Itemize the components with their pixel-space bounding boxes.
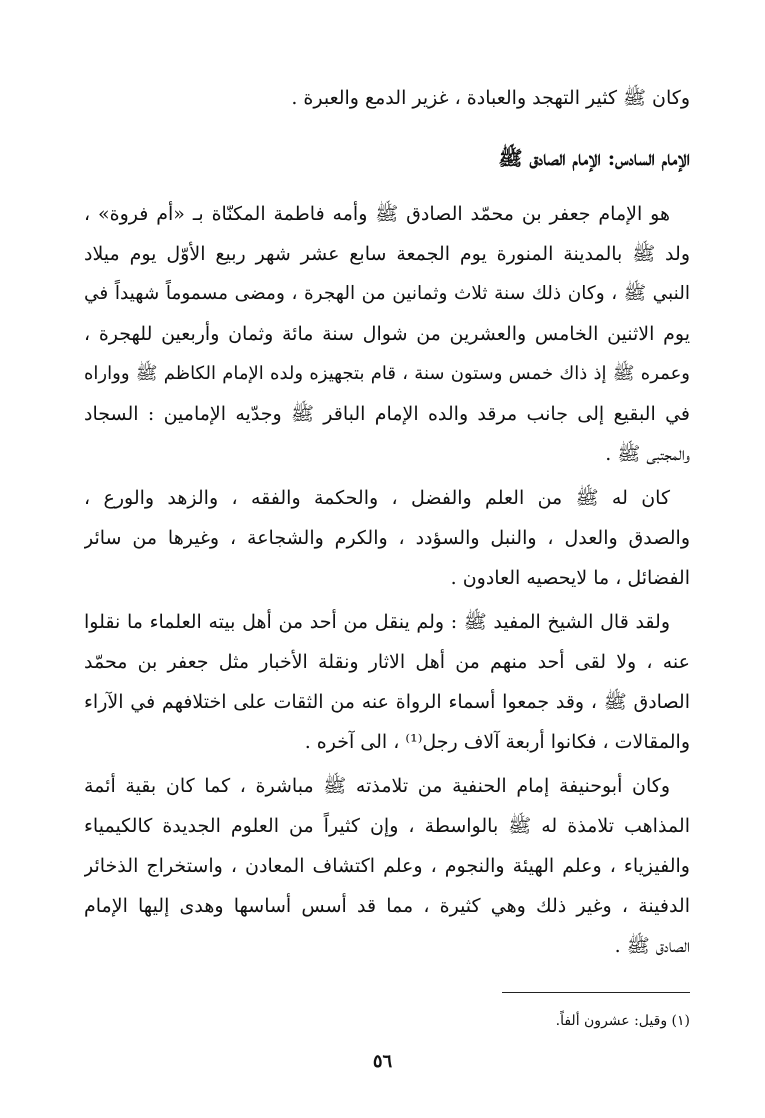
text-line: وكان ﷺ كثير التهجد والعبادة ، غزير الدمع والعبرة . bbox=[291, 87, 690, 109]
section-heading: الإمام السادس: الإمام الصادق ﷺ bbox=[498, 146, 690, 170]
text-line: ولقد قال الشيخ المفيد ﷺ : ولم ينقل من أحد من أهل بيته العلماء ما نقلوا bbox=[84, 611, 670, 633]
text-line: وكان أبوحنيفة إمام الحنفية من تلامذته ﷺ مباشرة ، كما كان بقية أئمة bbox=[84, 775, 670, 797]
text-line: الصادق ﷺ ، وقد جمعوا أسماء الرواة عنه من الثقات على اختلافهم في الآراء bbox=[84, 691, 690, 713]
text-line: الفضائل ، ما لايحصيه العادون . bbox=[450, 567, 690, 589]
text-line: والمقالات ، فكانوا أربعة آلاف رجل⁽¹⁾ ، الى آخره . bbox=[304, 731, 690, 753]
text-line: في البقيع إلى جانب مرقد والده الإمام الباقر ﷺ وجدّيه الإمامين : السجاد bbox=[84, 403, 690, 425]
text-line: عنه ، ولا لقى أحد منهم من أهل الاثار ونقلة الأخبار مثل جعفر بن محمّد bbox=[84, 651, 690, 673]
text-line: كان له ﷺ من العلم والفضل ، والحكمة والفقه ، والزهد والورع ، bbox=[84, 487, 670, 509]
intro-paragraph bbox=[84, 78, 690, 118]
footnote: (١) وقيل: عشرون ألفاً. bbox=[555, 1013, 690, 1029]
paragraph-mufid-quote bbox=[84, 602, 690, 762]
paragraph-biography bbox=[84, 194, 690, 474]
text-line: والصدق والعدل ، والنبل والسؤدد ، والكرم والشجاعة ، وغيرها من سائر bbox=[84, 527, 690, 549]
text-line: والمجتبى ﷺ . bbox=[605, 443, 690, 465]
text-line: وعمره ﷺ إذ ذاك خمس وستون سنة ، قام بتجهيزه ولده الإمام الكاظم ﷺ وواراه bbox=[84, 363, 690, 384]
paragraph-students bbox=[84, 766, 690, 966]
text-line: الصادق ﷺ . bbox=[614, 935, 690, 957]
text-line: ولد ﷺ بالمدينة المنورة يوم الجمعة سابع عشر شهر ربيع الأوّل يوم ميلاد bbox=[84, 243, 690, 265]
page-number: ٥٦ bbox=[372, 1051, 393, 1072]
text-line: والفيزياء ، وعلم الهيئة والنجوم ، وعلم اكتشاف المعادن ، واستخراج الذخائر bbox=[84, 855, 690, 877]
text-line: الدفينة ، وغير ذلك وهي كثيرة ، مما قد أسس أساسها وهدى إليها الإمام bbox=[84, 895, 690, 917]
footnote-separator bbox=[502, 992, 690, 993]
text-line: هو الإمام جعفر بن محمّد الصادق ﷺ وأمه فاطمة المكنّاة بـ «أم فروة» ، bbox=[84, 203, 670, 225]
text-line: يوم الاثنين الخامس والعشرين من شوال سنة مائة وثمان وأربعين للهجرة ، bbox=[84, 323, 690, 345]
paragraph-virtues bbox=[84, 478, 690, 598]
text-line: المذاهب تلامذة له ﷺ بالواسطة ، وإن كثيراً من العلوم الجديدة كالكيمياء bbox=[84, 815, 690, 837]
text-line: النبي ﷺ ، وكان ذلك سنة ثلاث وثمانين من الهجرة ، ومضى مسموماً شهيداً في bbox=[84, 283, 690, 304]
